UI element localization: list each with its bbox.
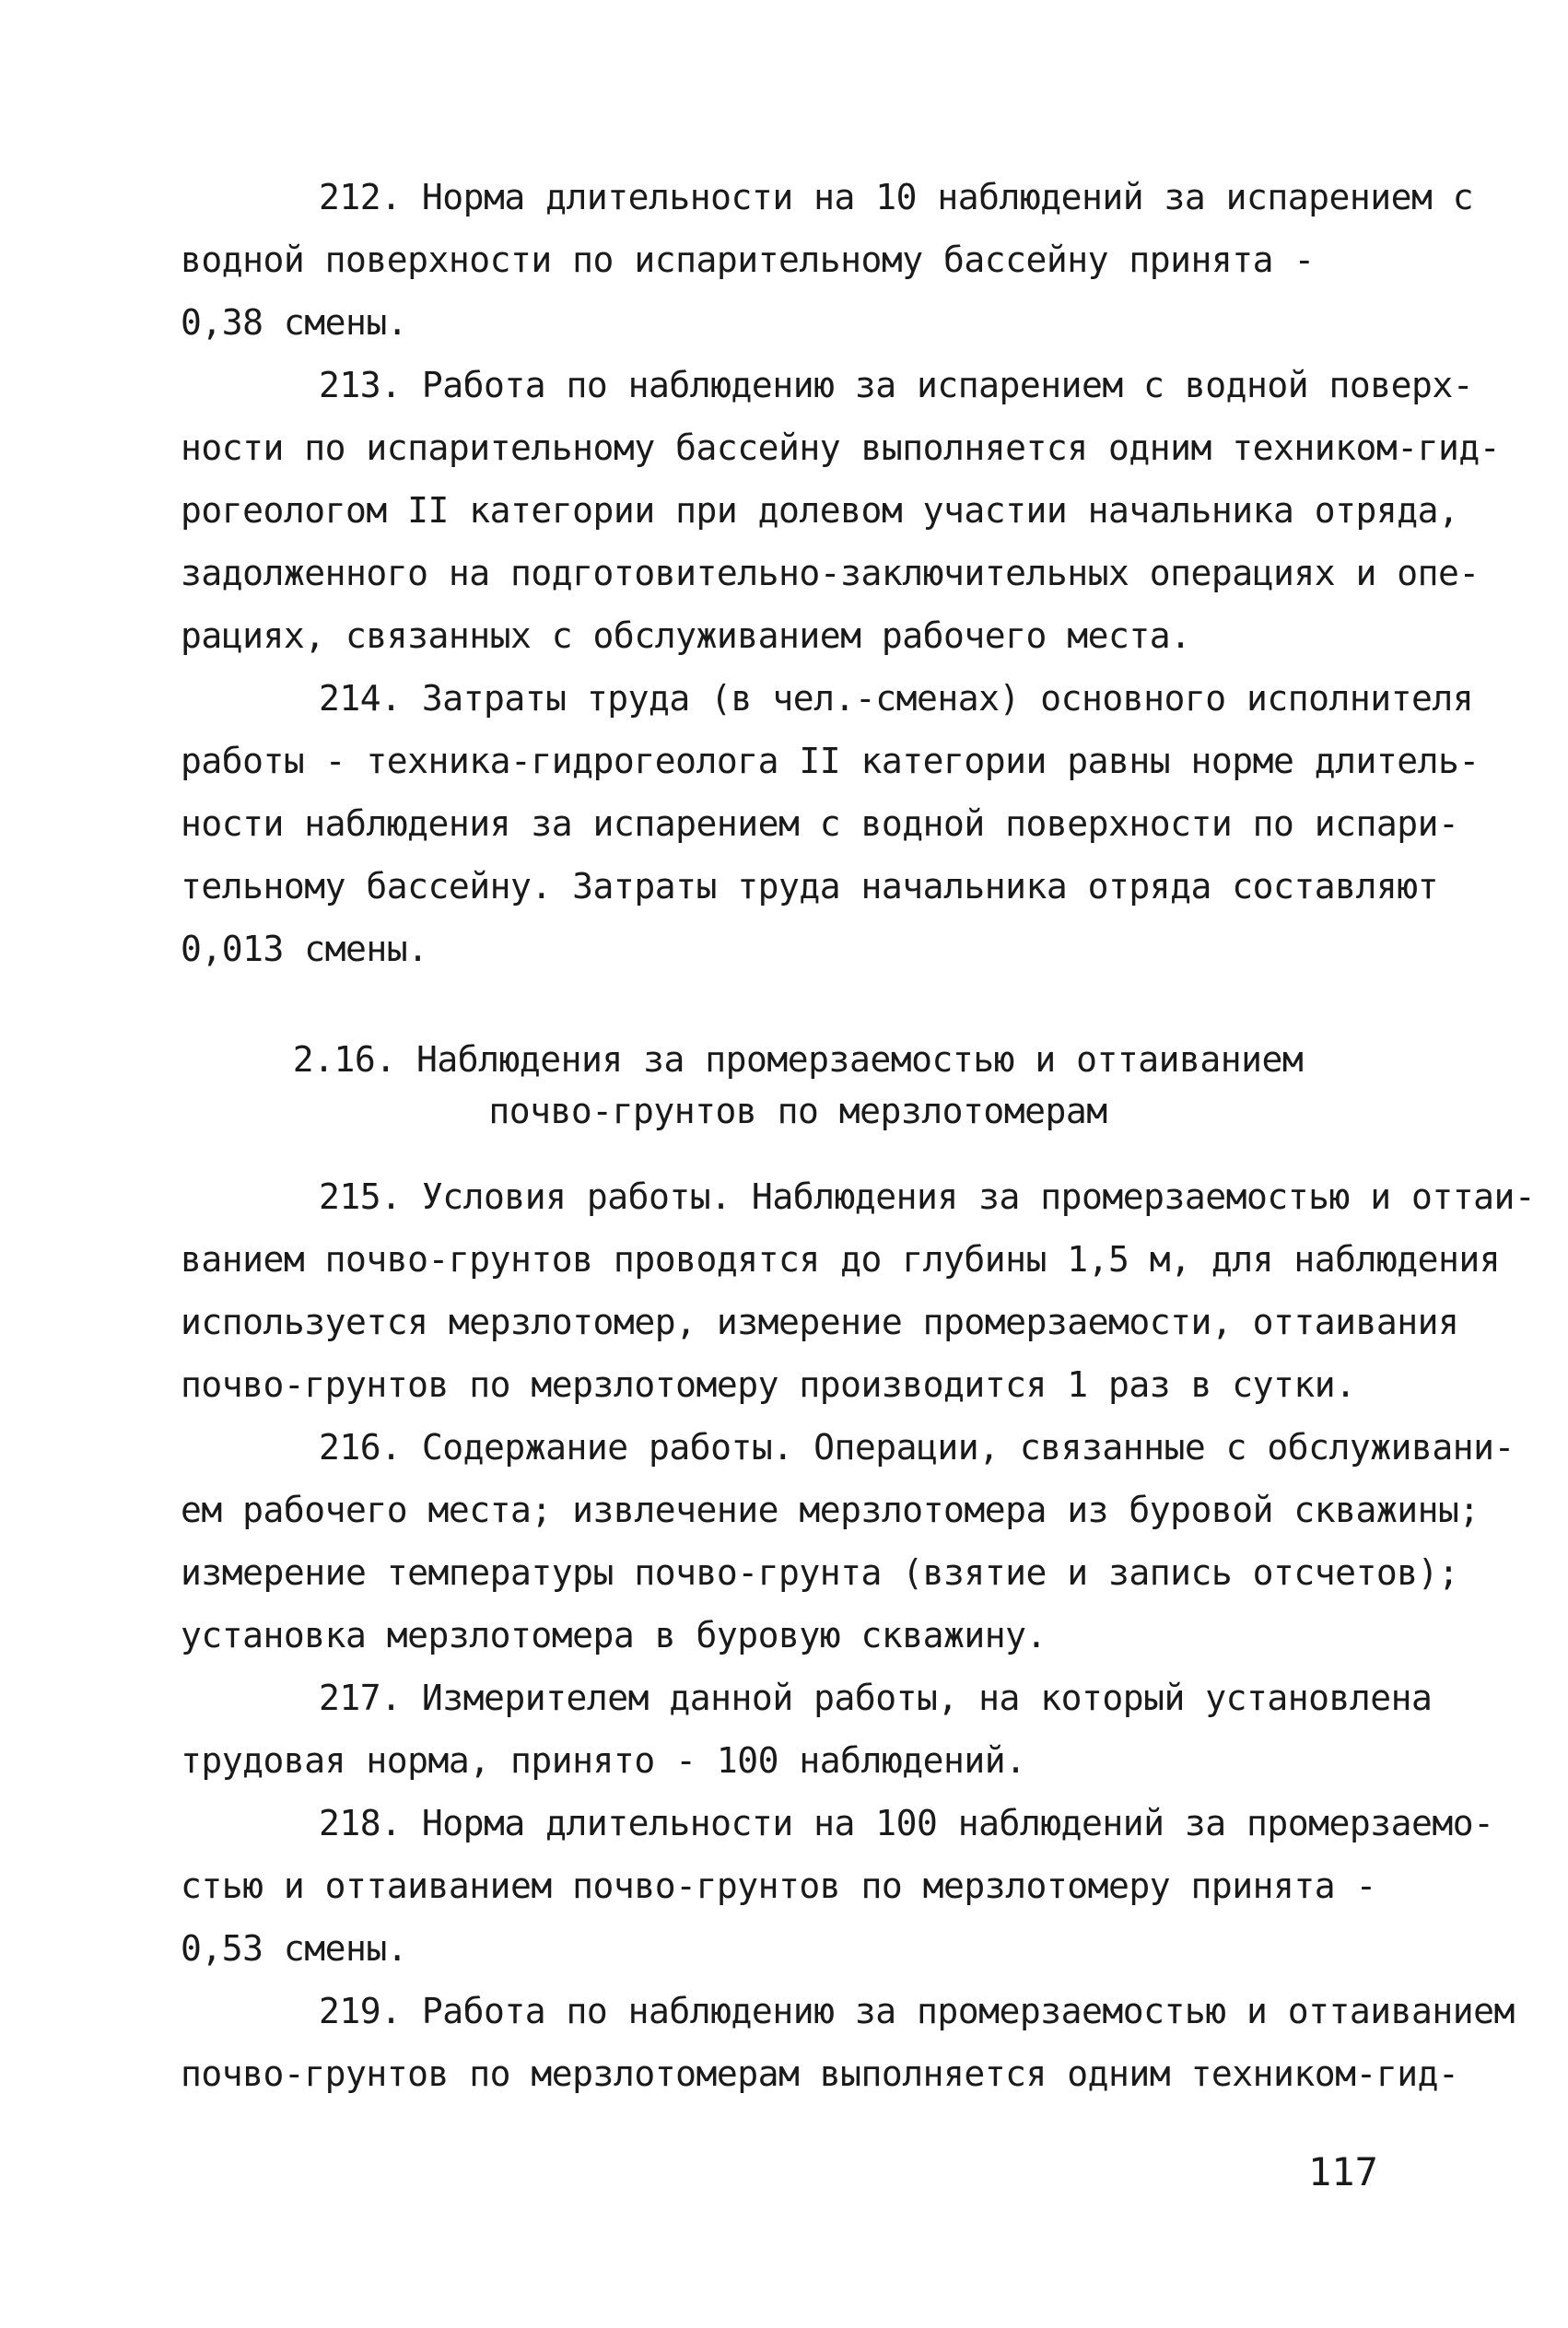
text-line: 214. Затраты труда (в чел.-сменах) основного исполнителя xyxy=(319,678,1474,719)
text-line: водной поверхности по испарительному бассейну принята - xyxy=(181,240,1315,280)
text-line: 216. Содержание работы. Операции, связанные с обслуживани- xyxy=(319,1427,1515,1468)
text-line: ности наблюдения за испарением с водной поверхности по испари- xyxy=(181,803,1459,844)
text-line: рогеологом II категории при долевом участии начальника отряда, xyxy=(181,490,1459,531)
heading-line-1: 2.16. Наблюдения за промерзаемостью и оттаиванием xyxy=(292,1039,1304,1080)
text-line: тельному бассейну. Затраты труда начальника отряда составляют xyxy=(181,866,1439,907)
text-line: 213. Работа по наблюдению за испарением с водной поверх- xyxy=(319,365,1474,405)
text-line: 217. Измерителем данной работы, на который установлена xyxy=(319,1678,1433,1718)
text-line: измерение температуры почво-грунта (взятие и запись отсчетов); xyxy=(181,1552,1459,1593)
text-section-1 xyxy=(181,166,1501,980)
text-line: задолженного на подготовительно-заключительных операциях и опе- xyxy=(181,553,1480,593)
text-line: 0,38 смены. xyxy=(181,302,408,343)
heading-line-2: почво-грунтов по мерзлотомерам xyxy=(488,1091,1107,1131)
section-heading xyxy=(181,1034,1415,1137)
page-number: 117 xyxy=(1308,2149,1378,2194)
text-line: трудовая норма, принято - 100 наблюдений. xyxy=(181,1740,1026,1781)
text-line: ем рабочего места; извлечение мерзлотомера из буровой скважины; xyxy=(181,1490,1480,1530)
text-section-2 xyxy=(181,1165,1536,2105)
text-line: 218. Норма длительности на 100 наблюдений за промерзаемо- xyxy=(319,1803,1494,1843)
text-line: почво-грунтов по мерзлотомеру производится 1 раз в сутки. xyxy=(181,1364,1356,1405)
text-line: установка мерзлотомера в буровую скважину. xyxy=(181,1615,1047,1655)
text-line: 219. Работа по наблюдению за промерзаемостью и оттаиванием xyxy=(319,1991,1515,2031)
text-line: используется мерзлотомер, измерение промерзаемости, оттаивания xyxy=(181,1302,1459,1342)
text-line: работы - техника-гидрогеолога II категории равны норме длитель- xyxy=(181,741,1480,781)
text-line: 0,53 смены. xyxy=(181,1928,408,1969)
text-line: рациях, связанных с обслуживанием рабочего места. xyxy=(181,615,1191,656)
text-line: почво-грунтов по мерзлотомерам выполняется одним техником-гид- xyxy=(181,2053,1459,2094)
text-line: 215. Условия работы. Наблюдения за промерзаемостью и оттаи- xyxy=(319,1176,1536,1217)
text-line: 0,013 смены. xyxy=(181,929,428,969)
text-line: ности по испарительному бассейну выполняется одним техником-гид- xyxy=(181,427,1501,468)
text-line: 212. Норма длительности на 10 наблюдений за испарением с xyxy=(319,177,1474,217)
text-line: стью и оттаиванием почво-грунтов по мерзлотомеру принята - xyxy=(181,1866,1376,1906)
text-line: ванием почво-грунтов проводятся до глубины 1,5 м, для наблюдения xyxy=(181,1239,1501,1280)
